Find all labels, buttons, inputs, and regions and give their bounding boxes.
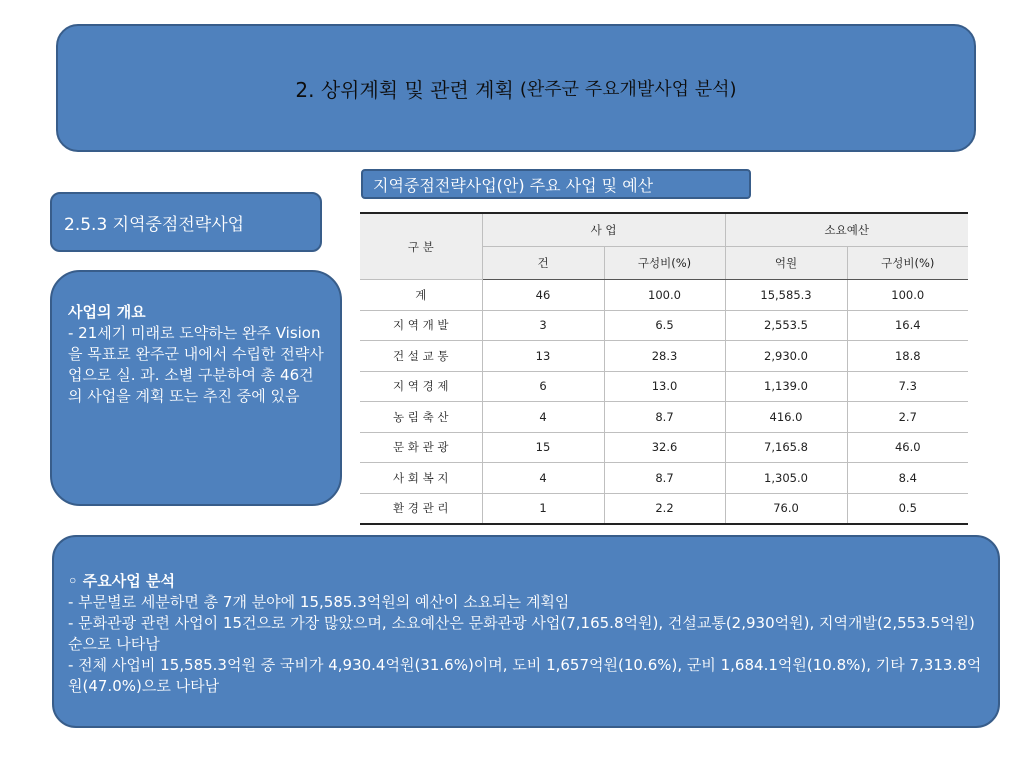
subheader-amount: 억원 (725, 247, 847, 280)
subheader-count-ratio: 구성비(%) (604, 247, 725, 280)
table-row (360, 341, 968, 372)
table-row (360, 432, 968, 463)
title-box (56, 24, 976, 152)
cell-amount: 1,139.0 (725, 371, 847, 402)
table-row (360, 280, 968, 311)
header-category: 구 분 (360, 213, 482, 280)
cell-amount-ratio: 8.4 (847, 463, 968, 494)
cell-category: 문 화 관 광 (360, 432, 482, 463)
analysis-line: - 문화관광 관련 사업이 15건으로 가장 많았으며, 소요예산은 문화관광 사업(7,165.8억원), 건설교통(2,930억원), 지역개발(2,553.5억원) 순으로 나타남 (68, 614, 975, 653)
cell-count-ratio: 8.7 (604, 463, 725, 494)
cell-amount-ratio: 16.4 (847, 310, 968, 341)
cell-amount-ratio: 100.0 (847, 280, 968, 311)
section-label: 2.5.3 지역중점전략사업 (64, 214, 245, 235)
cell-count: 46 (482, 280, 604, 311)
cell-category: 계 (360, 280, 482, 311)
cell-amount-ratio: 2.7 (847, 402, 968, 433)
subheader-amount-ratio: 구성비(%) (847, 247, 968, 280)
cell-count-ratio: 8.7 (604, 402, 725, 433)
cell-amount: 416.0 (725, 402, 847, 433)
cell-category: 지 역 경 제 (360, 371, 482, 402)
table-header (360, 213, 968, 280)
cell-count-ratio: 6.5 (604, 310, 725, 341)
cell-count: 13 (482, 341, 604, 372)
cell-amount: 76.0 (725, 493, 847, 524)
table-row (360, 493, 968, 524)
table-row (360, 371, 968, 402)
cell-amount: 1,305.0 (725, 463, 847, 494)
cell-count: 15 (482, 432, 604, 463)
cell-amount-ratio: 0.5 (847, 493, 968, 524)
header-budget: 소요예산 (725, 213, 968, 247)
cell-amount-ratio: 7.3 (847, 371, 968, 402)
page-subtitle: (완주군 주요개발사업 분석) (519, 79, 737, 100)
table-caption-box (361, 169, 751, 199)
page-title: 2. 상위계획 및 관련 계획 (295, 77, 514, 102)
cell-amount: 2,553.5 (725, 310, 847, 341)
section-label-box (50, 192, 322, 252)
cell-category: 사 회 복 지 (360, 463, 482, 494)
cell-count-ratio: 13.0 (604, 371, 725, 402)
analysis-box (52, 535, 1000, 728)
analysis-heading: ◦ 주요사업 분석 (68, 572, 175, 590)
table-row (360, 402, 968, 433)
analysis-line: - 부문별로 세분하면 총 7개 분야에 15,585.3억원의 예산이 소요되는 계획임 (68, 593, 570, 611)
table-row (360, 310, 968, 341)
cell-count: 4 (482, 463, 604, 494)
analysis-line: - 전체 사업비 15,585.3억원 중 국비가 4,930.4억원(31.6%)이며, 도비 1,657억원(10.6%), 군비 1,684.1억원(10.8%), 기타 7,313.8억원(47.0%)으로 나타남 (68, 656, 982, 695)
cell-count-ratio: 32.6 (604, 432, 725, 463)
cell-category: 환 경 관 리 (360, 493, 482, 524)
cell-amount: 7,165.8 (725, 432, 847, 463)
overview-heading: 사업의 개요 (68, 303, 146, 321)
cell-count-ratio: 100.0 (604, 280, 725, 311)
cell-amount-ratio: 18.8 (847, 341, 968, 372)
overview-box (50, 270, 342, 506)
cell-count: 1 (482, 493, 604, 524)
cell-count: 6 (482, 371, 604, 402)
subheader-count: 건 (482, 247, 604, 280)
table-caption: 지역중점전략사업(안) 주요 사업 및 예산 (373, 175, 654, 195)
cell-count-ratio: 2.2 (604, 493, 725, 524)
cell-count: 4 (482, 402, 604, 433)
header-projects: 사 업 (482, 213, 725, 247)
overview-body: - 21세기 미래로 도약하는 완주 Vision을 목표로 완주군 내에서 수립한 전략사업으로 실. 과. 소별 구분하여 총 46건의 사업을 계획 또는 추진 중에 있음 (68, 324, 324, 405)
cell-amount: 2,930.0 (725, 341, 847, 372)
cell-category: 지 역 개 발 (360, 310, 482, 341)
cell-amount: 15,585.3 (725, 280, 847, 311)
budget-table (360, 212, 968, 525)
table-row (360, 463, 968, 494)
cell-category: 농 림 축 산 (360, 402, 482, 433)
cell-amount-ratio: 46.0 (847, 432, 968, 463)
cell-category: 건 설 교 통 (360, 341, 482, 372)
cell-count-ratio: 28.3 (604, 341, 725, 372)
cell-count: 3 (482, 310, 604, 341)
